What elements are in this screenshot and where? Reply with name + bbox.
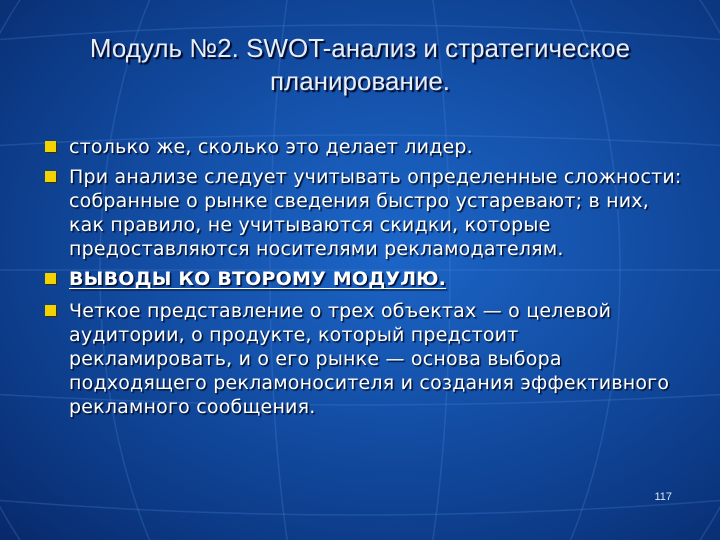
bullet-item-leader bbox=[45, 135, 685, 159]
slide-title-line-2: планирование. bbox=[269, 66, 451, 96]
bullet-item-conclusions-heading bbox=[45, 267, 685, 291]
slide-title bbox=[40, 32, 680, 98]
bullet-text: Четкое представление о трех объектах — о целевой аудитории, о продукте, который предстоит рекламировать, и о его рынке — основа выбора подходящего рекламоносителя и создания эффективного рекламного сообщения. bbox=[69, 300, 670, 418]
bullet-text: При анализе следует учитывать определенные сложности: собранные о рынке сведения быстро устаревают; в них, как правило, не учитываются скидки, которые предоставляются носителями рекламодателям. bbox=[69, 166, 682, 260]
bullet-item-analysis bbox=[45, 165, 685, 261]
bullet-square-icon bbox=[45, 141, 56, 152]
page-number: 117 bbox=[654, 491, 672, 503]
bullet-text: столько же, сколько это делает лидер. bbox=[69, 136, 473, 158]
bullet-list bbox=[45, 135, 685, 425]
conclusions-heading: ВЫВОДЫ КО ВТОРОМУ МОДУЛЮ. bbox=[69, 268, 447, 290]
bullet-square-icon bbox=[45, 171, 56, 182]
slide-title-line-1: Модуль №2. SWOT-анализ и стратегическое bbox=[89, 33, 631, 63]
bullet-square-icon bbox=[45, 273, 56, 284]
bullet-item-conclusion bbox=[45, 299, 685, 419]
bullet-square-icon bbox=[45, 305, 56, 316]
